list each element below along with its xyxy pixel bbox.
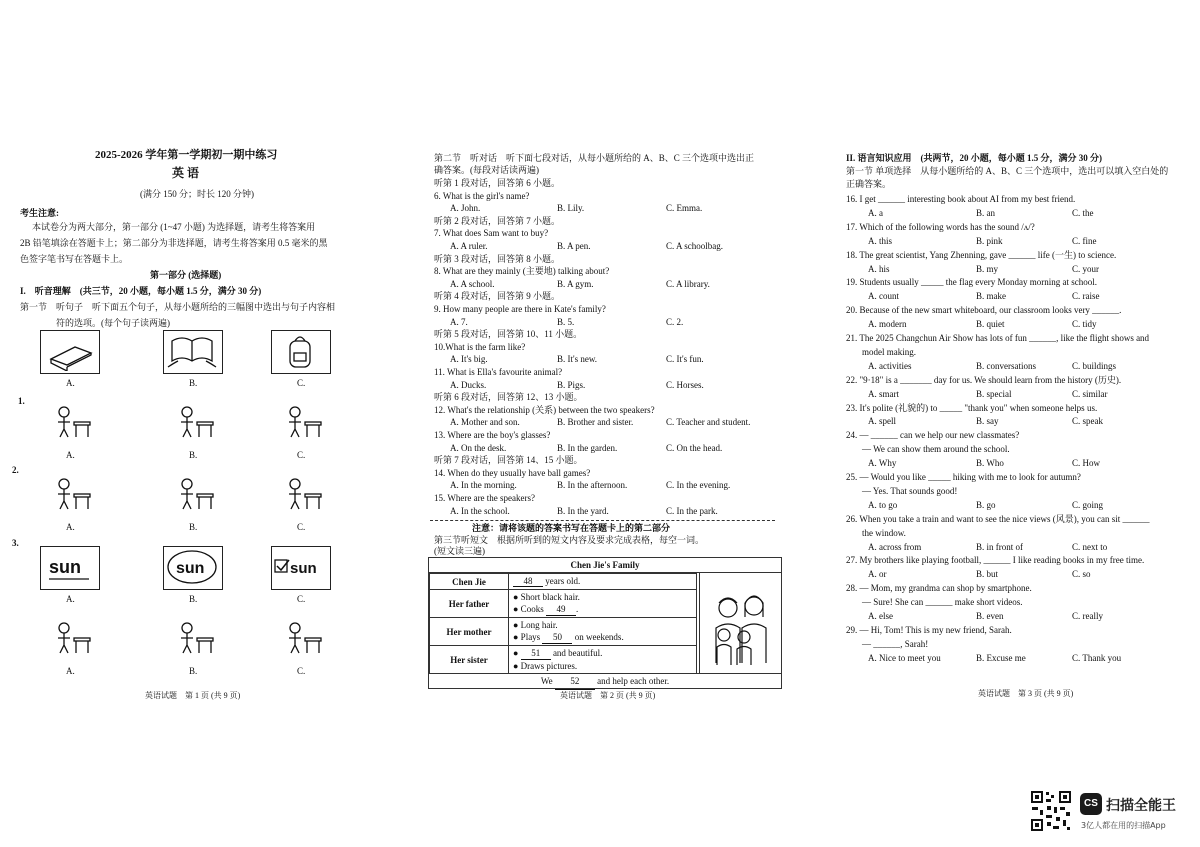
option-a[interactable]: A. spell (868, 416, 896, 427)
option-a[interactable]: A. else (868, 611, 893, 621)
table-title: Chen Jie's Family (429, 558, 781, 573)
item-number: 2. (12, 465, 19, 475)
svg-text:sun: sun (176, 560, 205, 577)
option-b[interactable]: B. my (976, 263, 999, 274)
option-label: B. (189, 666, 198, 676)
family-illustration (699, 573, 782, 673)
option-c[interactable]: C. A library. (666, 278, 710, 289)
option-b[interactable]: B. pink (976, 235, 1003, 246)
question-text: 24. — ______ can we help our new classmates? (846, 430, 1020, 441)
section-1-title: I. 听音理解 (共三节，20 小题，每小题 1.5 分，满分 30 分) (20, 286, 262, 296)
question-text: — Sure! She can ______ make short videos. (862, 597, 1023, 608)
table-last-row (429, 673, 781, 689)
section-3-head: 第三节听短文 根据所听到的短文内容及要求完成表格，每空一词。 (434, 535, 705, 545)
camscanner-logo: CS (1080, 793, 1102, 815)
page-1-footer: 英语试题 第 1 页 (共 9 页) (145, 691, 241, 700)
table-row (430, 618, 697, 646)
option-c[interactable]: C. speak (1072, 416, 1103, 427)
page-1 (0, 0, 400, 847)
listen-note: 听第 4 段对话，回答第 9 小题。 (434, 291, 561, 302)
option-b[interactable]: B. Pigs. (557, 379, 586, 390)
option-c[interactable]: C. so (1072, 569, 1091, 580)
student-music-icon[interactable] (163, 618, 223, 662)
question-text: 20. Because of the new smart whiteboard, our classroom looks very ______. (846, 305, 1122, 316)
option-a[interactable]: A. activities (868, 360, 912, 371)
item-number: 1. (18, 396, 25, 406)
option-b[interactable]: B. quiet (976, 319, 1005, 330)
listen-note: 听第 1 段对话，回答第 6 小题。 (434, 178, 561, 188)
option-a[interactable]: A. a (868, 207, 883, 218)
option-c[interactable]: C. Thank you (1072, 652, 1122, 663)
item-number: 3. (12, 538, 19, 548)
question-text: 8. What are they mainly (主要地) talking about? (434, 266, 610, 277)
option-label: C. (297, 378, 306, 388)
option-a[interactable]: A. Nice to meet you (868, 652, 941, 663)
option-a[interactable]: A. A school. (450, 278, 495, 289)
question-text: 16. I get ______ interesting book about AI from my best friend. (846, 194, 1076, 204)
option-a[interactable]: A. It's big. (450, 354, 488, 365)
option-a[interactable]: A. A ruler. (450, 241, 488, 251)
cell-text: on weekends. (574, 632, 624, 642)
row-label: Her sister (430, 646, 509, 674)
option-b[interactable]: B. but (976, 569, 999, 580)
listen-note: 听第 5 段对话，回答第 10、11 小题。 (434, 329, 583, 340)
teacher-lectern-icon[interactable] (163, 402, 223, 446)
question-text: 25. — Would you like _____ hiking with me to look for autumn? (846, 472, 1081, 482)
backpack-icon[interactable] (271, 330, 331, 374)
option-b[interactable]: B. special (976, 388, 1012, 399)
cell-text: We (540, 676, 553, 686)
listen-note: 听第 6 段对话，回答第 12、13 小题。 (434, 392, 583, 403)
section-2-title: II. 语言知识应用 (共两节，20 小题，每小题 1.5 分，满分 30 分) (846, 153, 1103, 163)
option-c[interactable]: C. Teacher and student. (666, 417, 751, 428)
option-label: C. (297, 450, 306, 460)
option-a[interactable]: A. his (868, 263, 890, 274)
option-label: A. (66, 450, 75, 460)
option-b[interactable]: B. in front of (976, 541, 1023, 552)
question-text: — Yes. That sounds good! (862, 485, 958, 496)
option-a[interactable]: A. Why (868, 458, 897, 469)
cell-text: years old. (545, 576, 581, 586)
blank-50[interactable]: 50 (542, 631, 572, 644)
option-label: B. (189, 594, 198, 604)
student-stand-icon[interactable] (163, 474, 223, 518)
option-c[interactable]: C. In the park. (666, 505, 718, 516)
option-b[interactable]: B. Who (976, 458, 1004, 469)
question-text: 13. Where are the boy's glasses? (434, 430, 551, 440)
option-b[interactable]: B. In the afternoon. (557, 480, 628, 491)
option-b[interactable]: B. Brother and sister. (557, 417, 634, 428)
family-table (428, 557, 782, 689)
sub-1-title: 第一节 听句子 听下面五个句子，从每小题所给的三幅图中选出与句子内容相 (20, 302, 336, 312)
option-b[interactable]: B. 5. (557, 316, 575, 327)
option-b[interactable]: B. A gym. (557, 278, 594, 289)
notice-line-2: 2B 铅笔填涂在答题卡上；第二部分为非选择题，请考生将答案用 0.5 毫米的黑 (20, 238, 328, 248)
option-a[interactable]: A. or (868, 569, 887, 580)
question-text: 10.What is the farm like? (434, 341, 526, 352)
row-cell: ● Short black hair. ● Cooks 49 . (509, 590, 697, 618)
cell-text: ● Draws pictures. (513, 661, 578, 671)
blank-49[interactable]: 49 (546, 603, 576, 616)
subject-title: 英 语 (172, 166, 200, 180)
divider (430, 520, 775, 521)
question-text: 27. My brothers like playing football, ______ I like reading books in my free time. (846, 555, 1145, 566)
option-b[interactable]: B. even (976, 611, 1004, 621)
option-b[interactable]: B. A pen. (557, 241, 591, 251)
option-c[interactable]: C. On the head. (666, 442, 723, 453)
page-3 (840, 0, 1200, 847)
open-book-icon[interactable] (163, 330, 223, 374)
question-text: 18. The great scientist, Yang Zhenning, gave ______ life (一生) to science. (846, 249, 1117, 260)
attention-note: 注意：请将该题的答案书写在答题卡上的第二部分 (472, 523, 671, 533)
option-c[interactable]: C. really (1072, 611, 1103, 621)
option-label: C. (297, 666, 306, 676)
cell-text: ● Plays (513, 632, 541, 642)
sun-check-icon[interactable] (271, 546, 331, 590)
notice-line-3: 色签字笔书写在答题卡上。 (20, 254, 129, 264)
option-a[interactable]: A. In the morning. (450, 480, 517, 491)
option-a[interactable]: A. 7. (450, 316, 468, 327)
option-b[interactable]: B. In the yard. (557, 505, 609, 516)
table-row (430, 590, 697, 618)
listen-note: 听第 7 段对话，回答第 14、15 小题。 (434, 455, 583, 466)
notice-line-1: 本试卷分为两大部分，第一部分 (1~47 小题) 为选择题，请考生将答案用 (32, 222, 316, 232)
question-text: 28. — Mom, my grandma can shop by smartphone. (846, 583, 1032, 594)
option-a[interactable]: A. count (868, 291, 899, 302)
question-text: 22. "9·18" is a _______ day for us. We should learn from the history (历史). (846, 374, 1122, 385)
option-b[interactable]: B. say (976, 416, 999, 427)
question-text: — We can show them around the school. (862, 444, 1010, 455)
teacher-board-icon[interactable] (271, 402, 331, 446)
option-label: B. (189, 378, 198, 388)
option-b[interactable]: B. It's new. (557, 354, 598, 365)
scanner-name: 扫描全能王 (1106, 798, 1176, 814)
option-a[interactable]: A. Ducks. (450, 379, 487, 390)
cell-text: ● Long hair. (513, 620, 558, 630)
option-c[interactable]: C. buildings (1072, 360, 1117, 371)
blank-52[interactable]: 52 (555, 674, 595, 690)
option-c[interactable]: C. Horses. (666, 379, 704, 390)
option-c[interactable]: C. similar (1072, 388, 1108, 399)
question-text: 23. It's polite (礼貌的) to _____ "thank you" when someone helps us. (846, 402, 1098, 413)
option-b[interactable]: B. Lily. (557, 203, 585, 214)
option-c[interactable]: C. next to (1072, 541, 1108, 552)
option-c[interactable]: C. your (1072, 263, 1099, 274)
page-3-footer: 英语试题 第 3 页 (共 9 页) (978, 689, 1074, 698)
row-label: Her father (430, 590, 509, 618)
question-text: model making. (862, 346, 916, 357)
page-2-footer: 英语试题 第 2 页 (共 9 页) (560, 691, 656, 700)
sun-circle-icon[interactable] (163, 546, 223, 590)
row-cell: ● 51 and beautiful. ● Draws pictures. (509, 646, 697, 674)
notice-head: 考生注意: (20, 208, 59, 218)
question-text: 26. When you take a train and want to see the nice views (风景), you can sit ______ (846, 513, 1150, 524)
question-text: 21. The 2025 Changchun Air Show has lots of fun ______, like the flight shows and (846, 333, 1150, 343)
option-a[interactable]: A. to go (868, 499, 898, 510)
sun-word-icon[interactable] (40, 546, 100, 590)
option-b[interactable]: B. make (976, 291, 1006, 302)
option-a[interactable]: A. this (868, 235, 893, 246)
section-2-sub-2: 正确答案。 (846, 179, 892, 189)
table-row (430, 646, 697, 674)
option-a[interactable]: A. John. (450, 203, 481, 214)
option-b[interactable]: B. conversations (976, 360, 1036, 371)
question-text: 9. How many people are there in Kate's family? (434, 304, 606, 314)
section-2-sub: 第一节 单项选择 从每小题所给的 A、B、C 三个选项中，选出可以填入空白处的 (846, 166, 1169, 176)
question-text: 17. Which of the following words has the sound /ʌ/? (846, 221, 1035, 232)
question-text: the window. (862, 527, 906, 538)
listen-note: 听第 2 段对话，回答第 7 小题。 (434, 215, 561, 226)
listen-note: 听第 3 段对话，回答第 8 小题。 (434, 253, 561, 264)
option-a[interactable]: A. In the school. (450, 505, 510, 516)
option-a[interactable]: A. On the desk. (450, 442, 507, 453)
question-text: 12. What's the relationship (关系) between the two speakers? (434, 404, 655, 415)
option-c[interactable]: C. the (1072, 207, 1094, 218)
option-label: A. (66, 378, 75, 388)
option-label: B. (189, 450, 198, 460)
option-a[interactable]: A. across from (868, 541, 922, 552)
row-cell (509, 618, 697, 646)
question-text: — ______, Sarah! (862, 638, 929, 649)
option-b[interactable]: B. Excuse me (976, 652, 1026, 663)
option-c[interactable]: C. tidy (1072, 319, 1097, 330)
score-line: (满分 150 分；时长 120 分钟) (140, 189, 254, 199)
option-b[interactable]: B. an (976, 207, 995, 218)
student-shout-icon[interactable] (271, 618, 331, 662)
option-label: A. (66, 666, 75, 676)
book-icon[interactable] (40, 330, 100, 374)
blank-48[interactable]: 48 (513, 576, 543, 587)
row-cell (509, 574, 697, 590)
cell-text: and help each other. (597, 676, 670, 686)
page-2 (420, 0, 800, 847)
option-c[interactable]: C. 2. (666, 316, 684, 327)
question-text: 19. Students usually _____ the flag every Monday morning at school. (846, 277, 1097, 288)
student-teacher-icon[interactable] (40, 402, 100, 446)
student-sit-icon[interactable] (40, 474, 100, 518)
option-a[interactable]: A. modern (868, 319, 907, 330)
qr-code (1030, 790, 1072, 832)
option-c[interactable]: C. How (1072, 458, 1101, 469)
student-raise-icon[interactable] (271, 474, 331, 518)
cell-text: ● Short black hair. (513, 592, 580, 602)
option-c[interactable]: C. A schoolbag. (666, 241, 724, 251)
option-label: B. (189, 522, 198, 532)
family-rows (429, 573, 697, 674)
question-text: 14. When do they usually have ball games? (434, 467, 591, 478)
option-c[interactable]: C. going (1072, 499, 1104, 510)
question-text: 29. — Hi, Tom! This is my new friend, Sarah. (846, 624, 1012, 635)
option-label: A. (66, 522, 75, 532)
option-label: C. (297, 594, 306, 604)
part-1-title: 第一部分 (选择题) (150, 270, 222, 280)
option-a[interactable]: A. Mother and son. (450, 417, 520, 428)
question-text: 7. What does Sam want to buy? (434, 228, 549, 239)
option-c[interactable]: C. It's fun. (666, 354, 704, 365)
option-c[interactable]: C. raise (1072, 291, 1100, 302)
student-write-icon[interactable] (40, 618, 100, 662)
svg-text:sun: sun (290, 560, 317, 577)
option-a[interactable]: A. smart (868, 388, 899, 399)
option-c[interactable]: C. In the evening. (666, 480, 731, 491)
blank-51[interactable]: 51 (521, 647, 551, 660)
option-label: C. (297, 522, 306, 532)
option-c[interactable]: C. fine (1072, 235, 1097, 246)
question-text: 15. Where are the speakers? (434, 493, 536, 503)
section-2-head-2: 确答案。(每段对话读两遍) (434, 165, 539, 175)
option-b[interactable]: B. go (976, 499, 996, 510)
exam-title: 2025-2026 学年第一学期初一期中练习 (95, 149, 278, 161)
row-label: Her mother (430, 618, 509, 646)
row-label: Chen Jie (430, 574, 509, 590)
option-b[interactable]: B. In the garden. (557, 442, 618, 453)
question-text: 6. What is the girl's name? (434, 190, 530, 201)
option-c[interactable]: C. Emma. (666, 203, 703, 214)
cell-text: ● Cooks (513, 604, 544, 614)
svg-text:sun: sun (49, 557, 82, 577)
table-row (430, 574, 697, 590)
sub-1-title-2: 符的选项。(每个句子读两遍) (56, 318, 170, 328)
option-label: A. (66, 594, 75, 604)
question-text: 11. What is Ella's favourite animal? (434, 367, 563, 377)
section-2-head: 第二节 听对话 听下面七段对话，从每小题所给的 A、B、C 三个选项中选出正 (434, 153, 755, 163)
scanner-tagline: 3亿人都在用的扫描App (1081, 821, 1166, 830)
section-3-head-2: (短文读三遍) (434, 546, 485, 556)
cell-text: and beautiful. (552, 648, 603, 658)
